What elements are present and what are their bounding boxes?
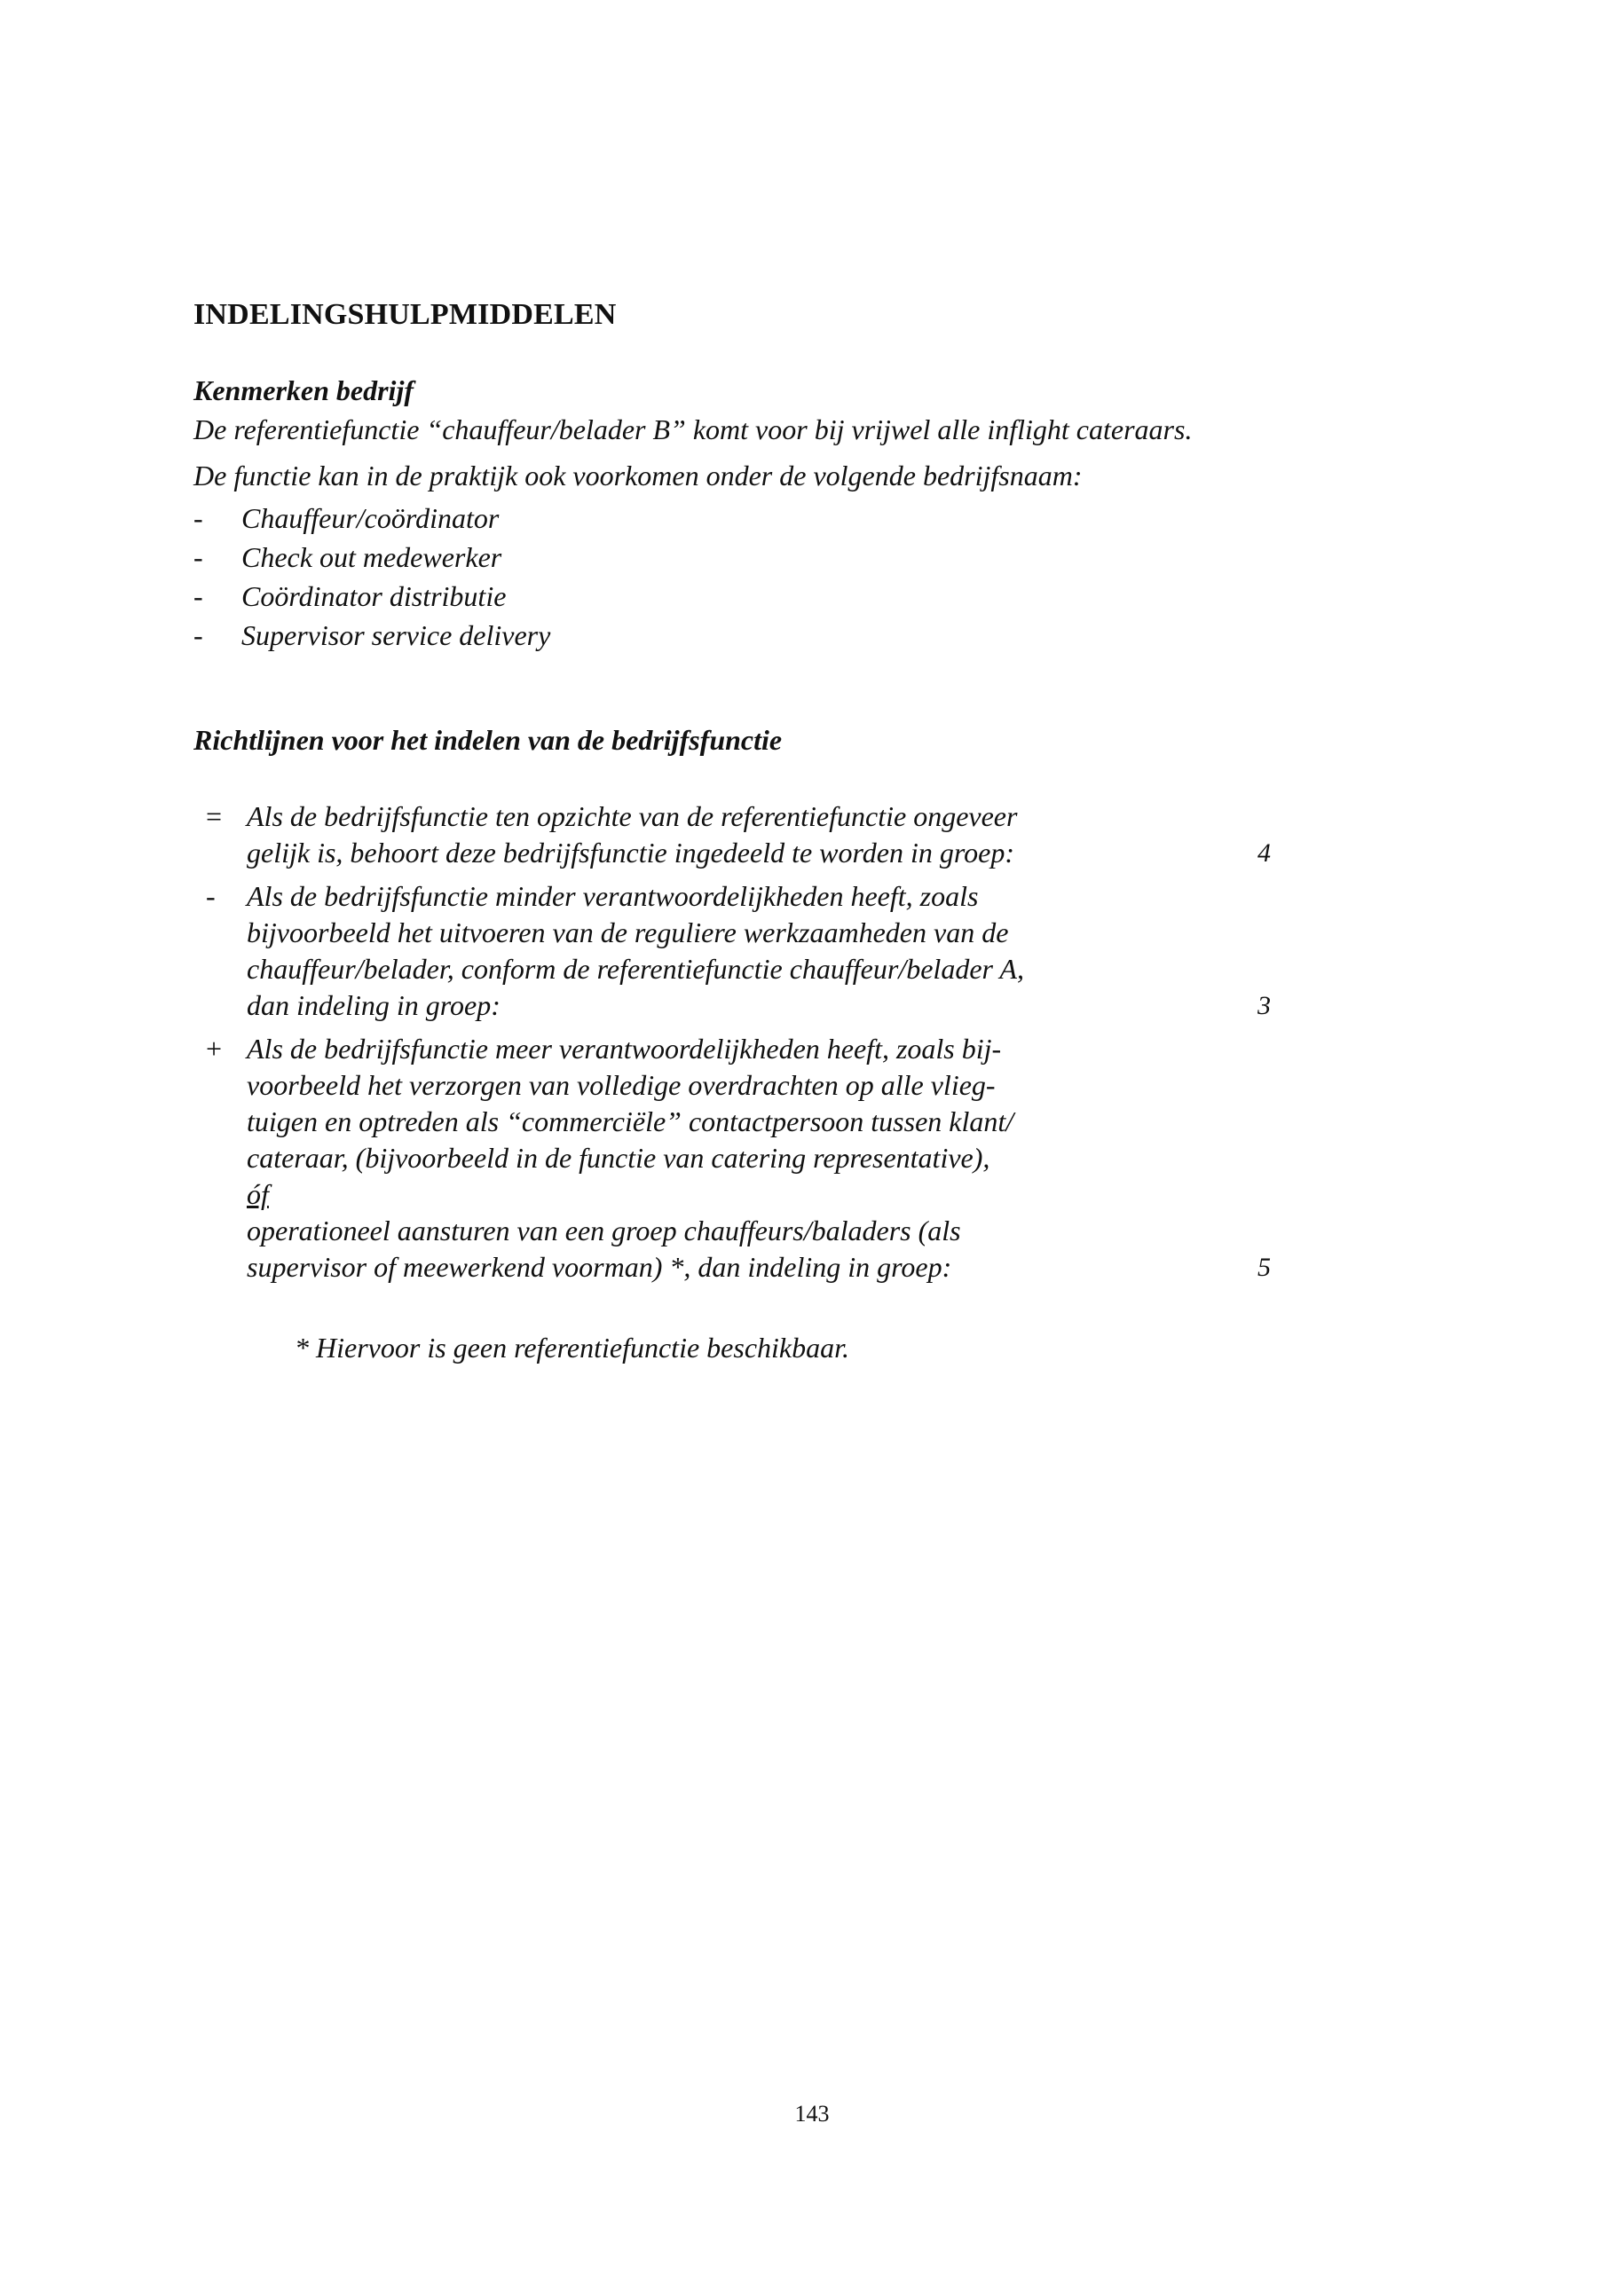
page-number: 143 bbox=[794, 2101, 830, 2127]
bedrijfsnamen-list bbox=[193, 499, 550, 655]
rule-line: cateraar, (bijvoorbeeld in de functie van catering representative), bbox=[247, 1142, 990, 1174]
rule-line: voorbeeld het verzorgen van volledige overdrachten op alle vlieg- bbox=[247, 1069, 996, 1101]
kenmerken-line-1: De referentiefunctie “chauffeur/belader B” komt voor bij vrijwel alle inflight cateraars. bbox=[193, 413, 1193, 445]
rule-line: Als de bedrijfsfunctie minder verantwoordelijkheden heeft, zoals bbox=[247, 880, 979, 912]
rule-line: chauffeur/belader, conform de referentiefunctie chauffeur/belader A, bbox=[247, 953, 1024, 985]
kenmerken-heading: Kenmerken bedrijf bbox=[193, 374, 414, 406]
rule-group-number: 4 bbox=[1257, 838, 1271, 868]
rule-plus bbox=[206, 1031, 1271, 1286]
rule-group-number: 5 bbox=[1257, 1253, 1271, 1282]
list-item-text: Check out medewerker bbox=[241, 541, 502, 573]
rule-line: supervisor of meewerkend voorman) *, dan indeling in groep: bbox=[247, 1251, 952, 1283]
rule-line: gelijk is, behoort deze bedrijfsfunctie ingedeeld te worden in groep: bbox=[247, 837, 1014, 869]
list-item-text: Coördinator distributie bbox=[241, 580, 507, 612]
kenmerken-line-2: De functie kan in de praktijk ook voorkomen onder de volgende bedrijfsnaam: bbox=[193, 460, 1083, 491]
rule-line: Als de bedrijfsfunctie ten opzichte van de referentiefunctie ongeveer bbox=[247, 800, 1018, 832]
list-bullet: - bbox=[193, 541, 203, 573]
list-item-text: Supervisor service delivery bbox=[241, 619, 551, 651]
list-bullet: - bbox=[193, 619, 203, 651]
list-bullet: - bbox=[193, 580, 203, 612]
rule-sign: - bbox=[206, 880, 216, 912]
rule-text bbox=[247, 1031, 1134, 1286]
rule-line: bijvoorbeeld het uitvoeren van de reguliere werkzaamheden van de bbox=[247, 916, 1009, 948]
richtlijnen-heading: Richtlijnen voor het indelen van de bedrijfsfunctie bbox=[193, 724, 783, 756]
list-item bbox=[193, 499, 550, 538]
list-bullet: - bbox=[193, 502, 203, 534]
rule-line: óf bbox=[247, 1178, 269, 1210]
rule-sign: = bbox=[206, 800, 223, 832]
rule-line: Als de bedrijfsfunctie meer verantwoordelijkheden heeft, zoals bij- bbox=[247, 1033, 1002, 1065]
richtlijnen-rules bbox=[206, 798, 1271, 1293]
rule-minus bbox=[206, 878, 1271, 1024]
rule-line: tuigen en optreden als “commerciële” contactpersoon tussen klant/ bbox=[247, 1105, 1014, 1137]
list-item bbox=[193, 577, 550, 616]
rule-line: dan indeling in groep: bbox=[247, 989, 501, 1021]
list-item bbox=[193, 538, 550, 577]
list-item-text: Chauffeur/coördinator bbox=[241, 502, 500, 534]
list-item bbox=[193, 616, 550, 655]
page-title: INDELINGSHULPMIDDELEN bbox=[193, 298, 617, 331]
rule-equal bbox=[206, 798, 1271, 871]
rule-group-number: 3 bbox=[1257, 991, 1271, 1020]
rule-text bbox=[247, 878, 1134, 1024]
footnote: * Hiervoor is geen referentiefunctie beschikbaar. bbox=[295, 1332, 850, 1364]
rule-text bbox=[247, 798, 1134, 871]
rule-line: operationeel aansturen van een groep chauffeurs/baladers (als bbox=[247, 1215, 961, 1246]
rule-sign: + bbox=[206, 1033, 223, 1065]
